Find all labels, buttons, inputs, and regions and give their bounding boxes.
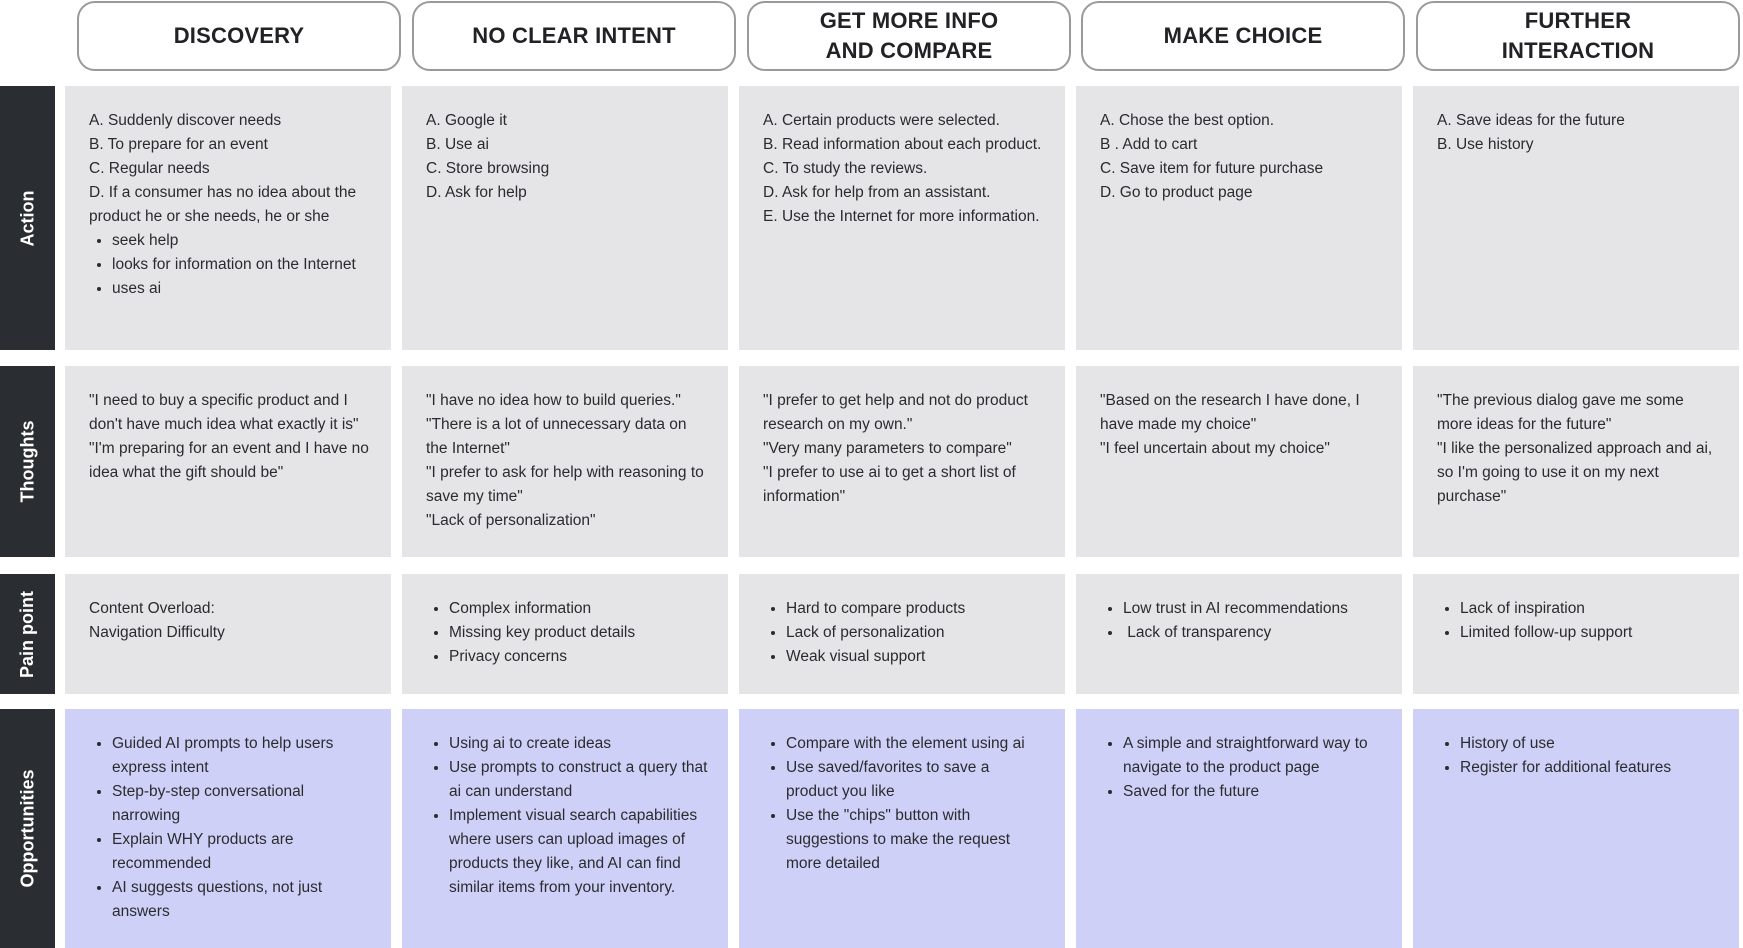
action-bullet: • looks for information on the Internet <box>112 253 371 277</box>
row-label-action-text: Action <box>17 190 37 246</box>
action-cell-no-clear-intent <box>402 86 728 350</box>
action-line: C. To study the reviews. <box>763 160 928 177</box>
action-line: B . Add to cart <box>1100 136 1198 153</box>
action-bullet: • seek help <box>112 229 371 253</box>
thoughts-cell-discovery <box>65 366 391 557</box>
pain-point-cell-make-choice <box>1076 574 1402 694</box>
action-line: A. Chose the best option. <box>1100 112 1275 129</box>
action-line: D. Ask for help <box>426 184 527 201</box>
action-cell-further-interaction <box>1413 86 1739 350</box>
action-cell-discovery <box>65 86 391 350</box>
opportunity-item: • A simple and straightforward way to navigate to the product page <box>1123 732 1382 780</box>
row-label-thoughts <box>0 366 55 557</box>
action-cell-get-more-info <box>739 86 1065 350</box>
stage-header-no-clear-intent: NO CLEAR INTENT <box>412 1 736 71</box>
action-cell-make-choice <box>1076 86 1402 350</box>
row-label-pain-point <box>0 574 55 694</box>
opportunity-item: • History of use <box>1460 732 1719 756</box>
action-line: E. Use the Internet for more information. <box>763 208 1040 225</box>
pain-point-cell-get-more-info <box>739 574 1065 694</box>
thought-quote: "Lack of personalization" <box>426 512 596 529</box>
action-line: A. Suddenly discover needs <box>89 112 282 129</box>
action-line: B. To prepare for an event <box>89 136 268 153</box>
thought-quote: "I have no idea how to build queries." <box>426 392 681 409</box>
pain-point-item: • Low trust in AI recommendations <box>1123 597 1382 621</box>
action-line: B. Use history <box>1437 136 1534 153</box>
thought-quote: "Very many parameters to compare" <box>763 440 1012 457</box>
pain-point-item: • Complex information <box>449 597 708 621</box>
row-label-opportunities <box>0 709 55 948</box>
pain-point-item: • Missing key product details <box>449 621 708 645</box>
opportunity-item: • Saved for the future <box>1123 780 1382 804</box>
opportunity-item: • Using ai to create ideas <box>449 732 708 756</box>
opportunity-list <box>426 732 708 900</box>
action-line: B. Read information about each product. <box>763 136 1042 153</box>
thought-quote: "I'm preparing for an event and I have no idea what the gift should be" <box>89 440 369 481</box>
pain-point-cell-no-clear-intent <box>402 574 728 694</box>
action-line: D. Go to product page <box>1100 184 1253 201</box>
opportunity-item: • Guided AI prompts to help users express intent <box>112 732 371 780</box>
pain-point-list <box>1437 597 1719 645</box>
thoughts-cell-make-choice <box>1076 366 1402 557</box>
row-label-opportunities-text: Opportunities <box>17 769 37 888</box>
opportunities-cell-get-more-info <box>739 709 1065 948</box>
thoughts-cell-further-interaction <box>1413 366 1739 557</box>
opportunities-cell-further-interaction <box>1413 709 1739 948</box>
opportunity-list <box>89 732 371 924</box>
action-line: C. Regular needs <box>89 160 210 177</box>
thought-quote: "I prefer to ask for help with reasoning to save my time" <box>426 464 704 505</box>
opportunity-item: • Implement visual search capabilities where users can upload images of products they like, and AI can find similar items from your inventory. <box>449 804 708 900</box>
opportunity-item: • Explain WHY products are recommended <box>112 828 371 876</box>
pain-point-cell-further-interaction <box>1413 574 1739 694</box>
thought-quote: "I prefer to use ai to get a short list of information" <box>763 464 1016 505</box>
pain-point-item: • Lack of inspiration <box>1460 597 1719 621</box>
opportunities-cell-make-choice <box>1076 709 1402 948</box>
thoughts-cell-get-more-info <box>739 366 1065 557</box>
stage-header-make-choice: MAKE CHOICE <box>1081 1 1405 71</box>
action-line: A. Google it <box>426 112 507 129</box>
opportunity-item: • Use saved/favorites to save a product you like <box>786 756 1045 804</box>
row-label-action <box>0 86 55 350</box>
thought-quote: "I need to buy a specific product and I don't have much idea what exactly it is" <box>89 392 359 433</box>
pain-point-item: • Lack of personalization <box>786 621 1045 645</box>
opportunity-item: • Compare with the element using ai <box>786 732 1045 756</box>
pain-point-line: Content Overload: <box>89 600 215 617</box>
thought-quote: "Based on the research I have done, I have made my choice" <box>1100 392 1360 433</box>
stage-header-discovery: DISCOVERY <box>77 1 401 71</box>
opportunity-item: • Use the "chips" button with suggestions to make the request more detailed <box>786 804 1045 876</box>
pain-point-cell-discovery <box>65 574 391 694</box>
pain-point-item: • Weak visual support <box>786 645 1045 669</box>
pain-point-list <box>426 597 708 669</box>
stage-header-get-more-info: GET MORE INFO AND COMPARE <box>747 1 1071 71</box>
pain-point-item: • Privacy concerns <box>449 645 708 669</box>
action-line: D. Ask for help from an assistant. <box>763 184 991 201</box>
thought-quote: "I like the personalized approach and ai, so I'm going to use it on my next purchase" <box>1437 440 1713 505</box>
action-line: C. Store browsing <box>426 160 550 177</box>
pain-point-item: • Hard to compare products <box>786 597 1045 621</box>
thought-quote: "There is a lot of unnecessary data on the Internet" <box>426 416 687 457</box>
opportunity-item: • Register for additional features <box>1460 756 1719 780</box>
action-line: D. If a consumer has no idea about the product he or she needs, he or she <box>89 184 357 225</box>
row-label-thoughts-text: Thoughts <box>17 420 38 503</box>
pain-point-list <box>1100 597 1382 645</box>
thought-quote: "I feel uncertain about my choice" <box>1100 440 1330 457</box>
opportunities-cell-discovery <box>65 709 391 948</box>
action-bullet-list <box>89 229 371 301</box>
action-line: C. Save item for future purchase <box>1100 160 1324 177</box>
action-line: A. Save ideas for the future <box>1437 112 1625 129</box>
opportunity-list <box>1437 732 1719 780</box>
opportunity-list <box>1100 732 1382 804</box>
action-line: A. Certain products were selected. <box>763 112 1000 129</box>
thought-quote: "I prefer to get help and not do product research on my own." <box>763 392 1028 433</box>
opportunity-item: • Use prompts to construct a query that ai can understand <box>449 756 708 804</box>
thoughts-cell-no-clear-intent <box>402 366 728 557</box>
opportunity-item: • AI suggests questions, not just answers <box>112 876 371 924</box>
pain-point-line: Navigation Difficulty <box>89 624 225 641</box>
row-label-pain-point-text: Pain point <box>17 590 37 678</box>
action-line: B. Use ai <box>426 136 489 153</box>
pain-point-item: • Limited follow-up support <box>1460 621 1719 645</box>
pain-point-list <box>763 597 1045 669</box>
stage-header-further-interaction: FURTHER INTERACTION <box>1416 1 1740 71</box>
opportunities-cell-no-clear-intent <box>402 709 728 948</box>
action-bullet: • uses ai <box>112 277 371 301</box>
opportunity-list <box>763 732 1045 876</box>
thought-quote: "The previous dialog gave me some more ideas for the future" <box>1437 392 1684 433</box>
opportunity-item: • Step-by-step conversational narrowing <box>112 780 371 828</box>
pain-point-item: • Lack of transparency <box>1123 621 1382 645</box>
